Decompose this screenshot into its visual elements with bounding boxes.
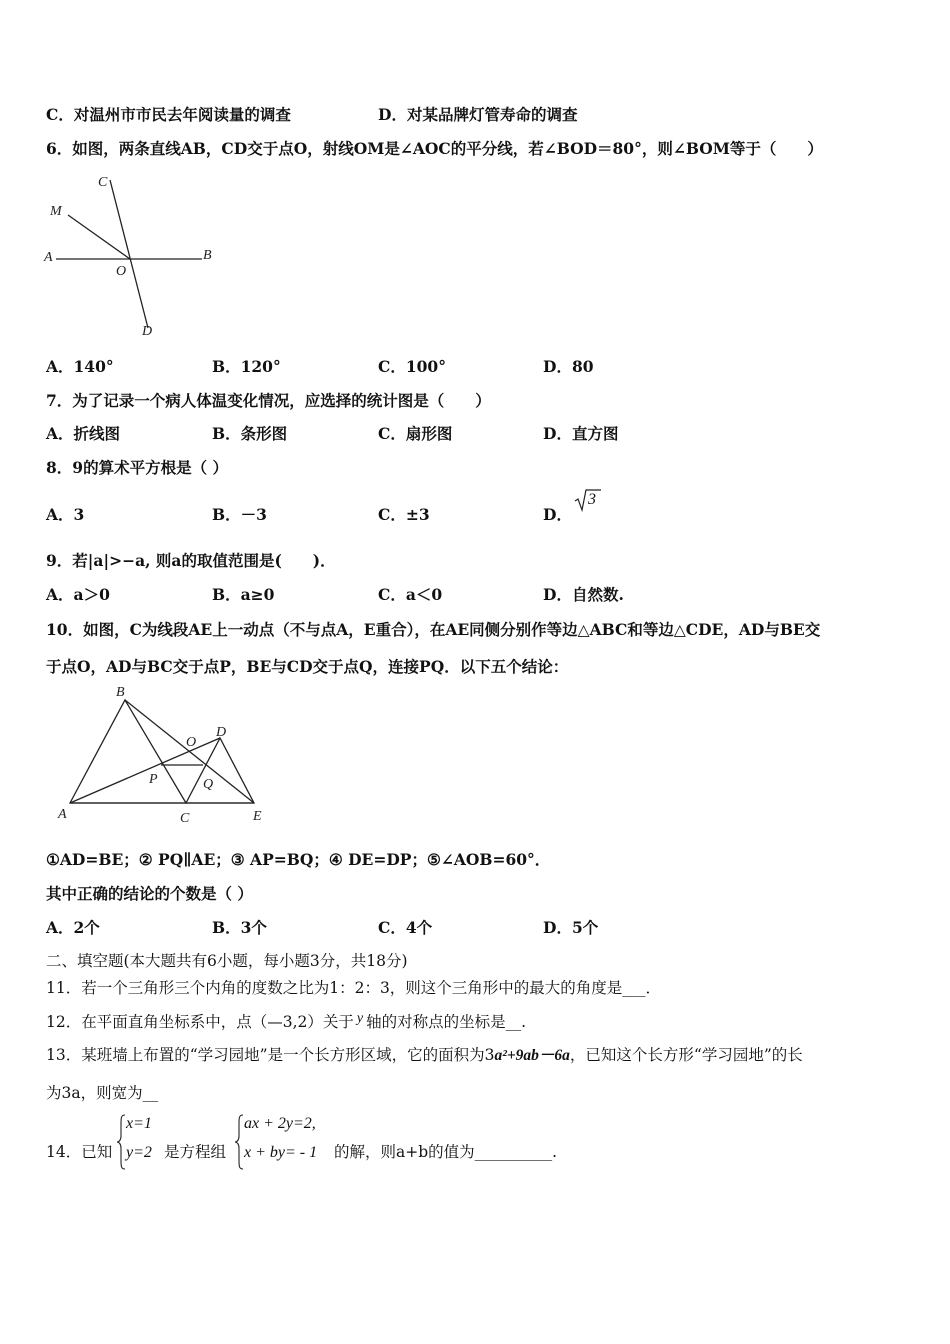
q10-option-d: D．5个 <box>543 918 599 937</box>
q10-triangle-abc <box>70 700 186 803</box>
q10-segment-ad <box>70 738 220 803</box>
q12-text-after: 轴的对称点的坐标是__. <box>366 1013 527 1031</box>
q6-label-o: O <box>116 264 127 279</box>
q6-figure <box>40 168 240 343</box>
q11-text: 11．若一个三角形三个内角的度数之比为1：2：3，则这个三角形中的最大的角度是___． <box>46 979 662 997</box>
section2-heading: 二、填空题(本大题共有6小题，每小题3分，共18分) <box>46 952 408 970</box>
q6-stem: 6．如图，两条直线AB，CD交于点O，射线OM是∠AOC的平分线，若∠BOD＝80°，则∠BOM等于（ ） <box>46 139 823 158</box>
q13-line1-before: 13．某班墙上布置的“学习园地”是一个长方形区域，它的面积为3 <box>46 1046 495 1064</box>
q10-option-a: A．2个 <box>46 918 100 937</box>
q10-label-q: Q <box>203 777 214 792</box>
q7-option-a: A．折线图 <box>46 424 121 443</box>
q7-stem: 7．为了记录一个病人体温变化情况，应选择的统计图是（ ） <box>46 391 491 410</box>
q14-solution-y: y=2 <box>126 1144 152 1161</box>
q5-option-d: D．对某品牌灯管寿命的调查 <box>378 105 578 124</box>
q13-expression: a²+9ab－6a <box>494 1047 570 1064</box>
q9-option-d: D．自然数. <box>543 585 624 604</box>
q9-option-c: C．a＜0 <box>378 585 443 604</box>
q8-sqrt-radicand: 3 <box>588 491 596 508</box>
q6-option-b: B．120° <box>212 357 281 376</box>
q10-label-c: C <box>180 811 190 826</box>
q6-line-cd <box>110 180 148 328</box>
q10-label-p: P <box>149 772 158 787</box>
q10-label-o: O <box>186 735 197 750</box>
q12-var-y: y <box>356 1011 364 1026</box>
q6-label-b: B <box>203 248 212 263</box>
q10-question: 其中正确的结论的个数是（ ） <box>46 884 253 903</box>
q6-option-a: A．140° <box>46 357 114 376</box>
q14-solution-x: x=1 <box>126 1115 152 1132</box>
q13-line2: 为3a，则宽为__ <box>46 1084 159 1102</box>
q6-option-c: C．100° <box>378 357 446 376</box>
q8-stem: 8．9的算术平方根是（ ） <box>46 458 228 477</box>
q10-option-b: B．3个 <box>212 918 267 937</box>
q10-label-a: A <box>58 807 67 822</box>
q6-label-c: C <box>98 175 108 190</box>
q10-conclusions: ①AD=BE；② PQ∥AE；③ AP=BQ；④ DE=DP；⑤∠AOB=60°． <box>46 850 551 869</box>
q8-option-a: A．3 <box>46 505 85 524</box>
q12-text-before: 12．在平面直角坐标系中，点（—3,2）关于 <box>46 1013 354 1031</box>
q8-option-d: D． <box>543 505 572 524</box>
q6-label-a: A <box>44 250 53 265</box>
q9-option-a: A．a＞0 <box>46 585 110 604</box>
q14-prefix: 14．已知 <box>46 1143 113 1161</box>
q13-line1-after: ，已知这个长方形“学习园地”的长 <box>569 1046 803 1064</box>
left-brace-icon <box>116 1114 126 1170</box>
q8-option-b: B．－3 <box>212 505 267 524</box>
q10-label-d: D <box>216 725 227 740</box>
q14-suffix: 的解，则a+b的值为__________. <box>334 1143 558 1161</box>
q10-label-e: E <box>253 809 262 824</box>
q6-label-m: M <box>50 204 62 219</box>
q9-stem: 9．若|a|>−a, 则a的取值范围是( )． <box>46 551 336 570</box>
q10-segment-be <box>125 700 254 803</box>
q7-option-d: D．直方图 <box>543 424 619 443</box>
q7-option-b: B．条形图 <box>212 424 288 443</box>
q9-option-b: B．a≥0 <box>212 585 275 604</box>
q10-option-c: C．4个 <box>378 918 433 937</box>
q13-line1 <box>46 1043 803 1065</box>
left-brace-icon <box>234 1114 244 1170</box>
q6-label-d: D <box>142 324 153 339</box>
q10-label-b: B <box>116 685 125 700</box>
q10-stem-line2: 于点O，AD与BC交于点P，BE与CD交于点Q，连接PQ．以下五个结论： <box>46 657 569 676</box>
q14-equation-1: ax + 2y=2, <box>244 1115 316 1132</box>
q10-figure <box>50 680 280 830</box>
q14-equation-2: x + by= - 1 <box>244 1144 318 1161</box>
q5-option-c: C．对温州市市民去年阅读量的调查 <box>46 105 291 124</box>
q12-text <box>46 1010 526 1032</box>
q14-mid: 是方程组 <box>164 1143 227 1161</box>
q7-option-c: C．扇形图 <box>378 424 453 443</box>
q6-option-d: D．80 <box>543 357 594 376</box>
q8-option-c: C．±3 <box>378 505 430 524</box>
q10-stem-line1: 10．如图，C为线段AE上一动点（不与点A，E重合），在AE同侧分别作等边△ABC和等边△CDE，AD与BE交 <box>46 620 821 639</box>
